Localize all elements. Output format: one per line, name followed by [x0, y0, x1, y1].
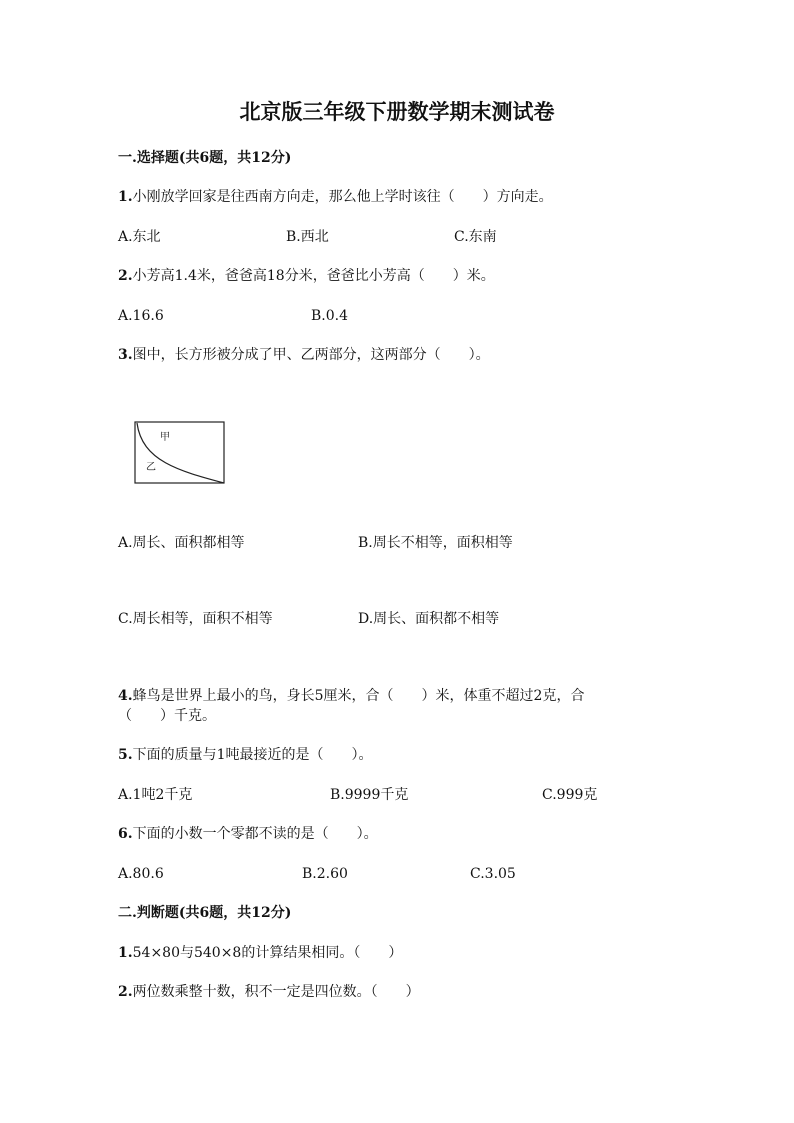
section-heading-judgment: 二.判断题(共6题，共12分) — [118, 905, 292, 921]
option-c: C.东南 — [454, 229, 497, 245]
question-number: 1. — [118, 945, 133, 961]
option-d: D.周长、面积都不相等 — [358, 611, 500, 627]
question-text: 两位数乘整十数，积不一定是四位数。（ ） — [132, 984, 420, 1000]
option-b: B.2.60 — [302, 866, 348, 882]
question-number: 3. — [118, 347, 133, 363]
question-4-continued: （ ）千克。 — [118, 708, 216, 724]
page-title: 北京版三年级下册数学期末测试卷 — [239, 99, 555, 124]
option-b: B.9999千克 — [330, 787, 409, 803]
question-text: 小芳高1.4米，爸爸高18分米，爸爸比小芳高（ ）米。 — [132, 268, 495, 284]
question-text: 下面的小数一个零都不读的是（ ）。 — [132, 826, 378, 842]
question-number: 2. — [118, 268, 133, 284]
rectangle-split-diagram — [134, 421, 226, 485]
judgment-2 — [118, 983, 420, 1001]
label-yi: 乙 — [146, 462, 156, 473]
question-text: 蜂鸟是世界上最小的鸟，身长5厘米，合（ ）米，体重不超过2克，合 — [132, 688, 585, 704]
option-b: B.周长不相等，面积相等 — [358, 535, 513, 551]
option-a: A.周长、面积都相等 — [118, 535, 245, 551]
option-b: B.西北 — [286, 229, 329, 245]
question-6 — [118, 825, 378, 843]
section-heading-choice: 一.选择题(共6题，共12分) — [118, 150, 292, 166]
option-a: A.1吨2千克 — [118, 787, 193, 803]
rectangle-figure — [134, 421, 226, 485]
question-number: 2. — [118, 984, 133, 1000]
dividing-curve — [137, 423, 224, 483]
question-2 — [118, 267, 495, 285]
question-text: 小刚放学回家是往西南方向走，那么他上学时该往（ ）方向走。 — [132, 189, 553, 205]
question-number: 1. — [118, 189, 133, 205]
option-c: C.999克 — [542, 787, 598, 803]
option-c: C.周长相等，面积不相等 — [118, 611, 273, 627]
option-b: B.0.4 — [311, 308, 349, 324]
option-a: A.东北 — [118, 229, 161, 245]
question-number: 4. — [118, 688, 133, 704]
label-jia: 甲 — [160, 432, 170, 443]
question-text: 图中，长方形被分成了甲、乙两部分，这两部分（ ）。 — [132, 347, 490, 363]
option-a: A.16.6 — [118, 308, 164, 324]
option-a: A.80.6 — [118, 866, 164, 882]
question-text: 54×80与540×8的计算结果相同。（ ） — [132, 945, 403, 961]
question-text: 下面的质量与1吨最接近的是（ ）。 — [132, 747, 373, 763]
question-5 — [118, 746, 373, 764]
question-3 — [118, 346, 490, 364]
question-1 — [118, 188, 553, 206]
question-number: 5. — [118, 747, 133, 763]
question-number: 6. — [118, 826, 133, 842]
judgment-1 — [118, 944, 402, 962]
question-4 — [118, 687, 584, 705]
option-c: C.3.05 — [470, 866, 516, 882]
